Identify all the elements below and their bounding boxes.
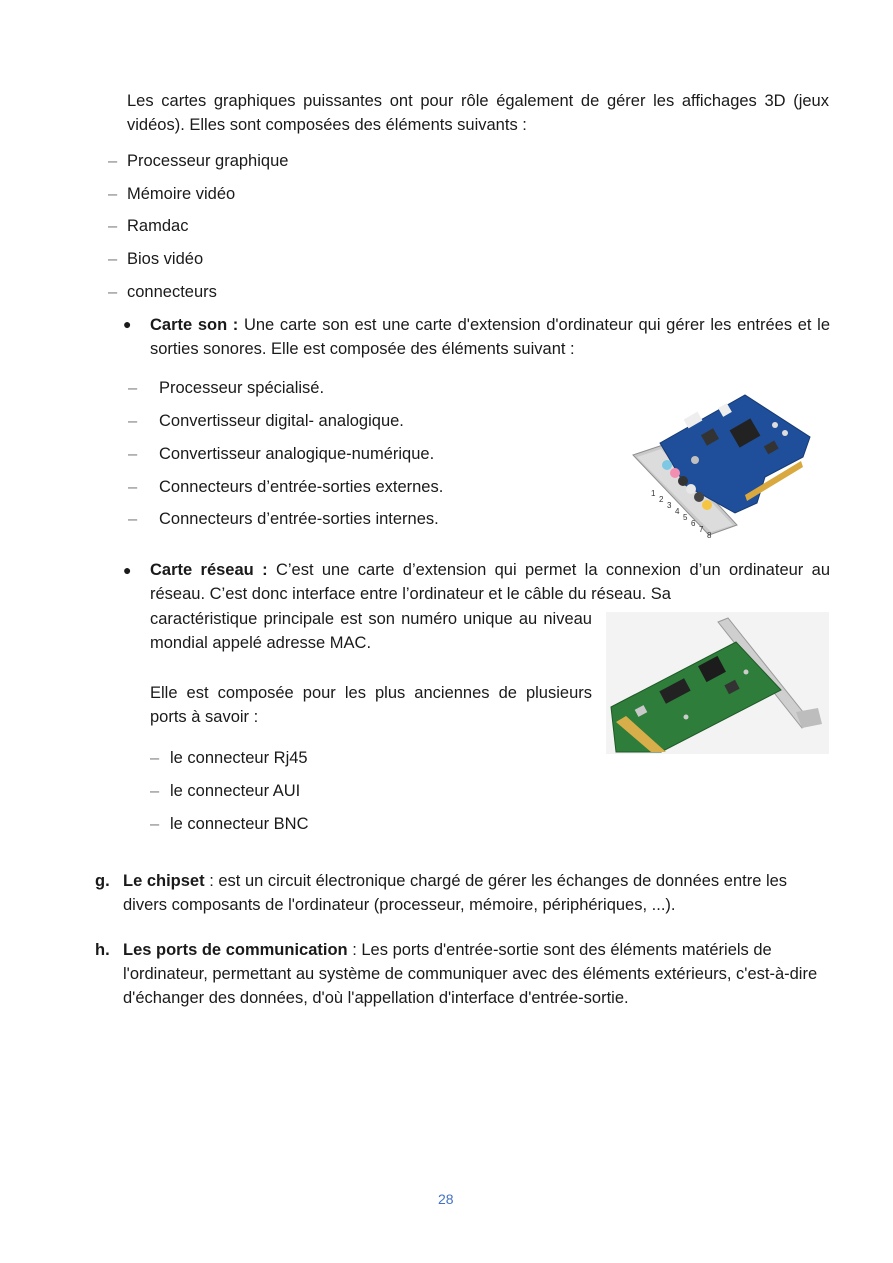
dash-marker: – [150,749,160,767]
section-g-paragraph [123,869,833,917]
section-h-text: : Les ports d'entrée-sortie sont des éléments matériels de l'ordinateur, permettant au système de communiquer avec des éléments extérieurs, c'est-à-dire d'échanger des données, d'où l'appellation d'interface d'entrée-sortie. [123,941,818,1007]
dash-marker: – [108,185,118,203]
dash-marker: – [108,283,118,301]
dash-marker: – [128,379,138,397]
network-card-paragraph-2: caractéristique principale est son numéro unique au niveau mondial appelé adresse MAC. [150,610,592,652]
section-h-label: h. [95,941,110,959]
dash-marker: – [128,510,138,528]
dash-marker: – [128,445,138,463]
jack-labels: 1 2 3 4 5 6 7 8 [651,489,712,540]
section-h-paragraph [123,938,833,1010]
network-card-paragraph-3: Elle est composée pour les plus anciennes de plusieurs ports à savoir : [150,684,592,726]
dash-marker: – [128,478,138,496]
network-card-image [606,612,829,754]
dash-marker: – [150,815,160,833]
sound-card-paragraph [150,313,830,361]
dash-marker: – [108,217,118,235]
dash-marker: – [108,152,118,170]
dash-marker: – [108,250,118,268]
intro-paragraph: Les cartes graphiques puissantes ont pour rôle également de gérer les affichages 3D (jeux vidéos). Elles sont composées des éléments suivants : [127,92,829,134]
section-g-text: : est un circuit électronique chargé de gérer les échanges de données entre les divers composants de l'ordinateur (processeur, mémoire, périphériques, ...). [123,872,788,914]
bullet-icon: ● [123,316,132,332]
page-number: 28 [438,1191,454,1207]
sound-card-image [625,385,815,540]
section-g-label: g. [95,872,110,890]
dash-marker: – [128,412,138,430]
network-card-paragraph-1 [150,558,830,606]
bullet-icon: ● [123,562,132,578]
network-card-title: Carte réseau : [150,561,268,579]
section-h-title: Les ports de communication [123,941,348,959]
dash-marker: – [150,782,160,800]
sound-card-text: Une carte son est une carte d'extension d'ordinateur qui gérer les entrées et le sorties sonores. Elle est composée des éléments suivant : [150,316,830,358]
network-card-text: C’est une carte d’extension qui permet la connexion d’un ordinateur au réseau. C’est donc interface entre l’ordinateur et le câble du réseau. Sa [150,561,830,603]
sound-card-title: Carte son : [150,316,239,334]
section-g-title: Le chipset [123,872,205,890]
